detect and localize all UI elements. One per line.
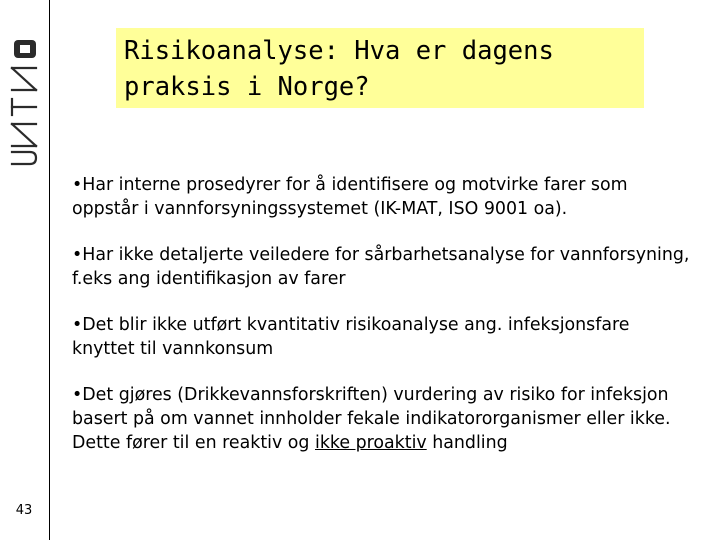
sidebar — [0, 0, 49, 540]
slide-title — [116, 28, 644, 108]
bullet-text-underlined: ikke proaktiv — [315, 433, 427, 453]
bullet-marker: • — [72, 175, 83, 195]
slide-title-line-2: praksis i Norge? — [124, 72, 370, 102]
bullet-text: Det blir ikke utført kvantitativ risikoanalyse ang. infeksjonsfare knyttet til vannkonsum — [72, 315, 630, 359]
bullet-item — [72, 243, 692, 291]
ntnu-logo — [6, 38, 42, 168]
bullet-marker: • — [72, 315, 83, 335]
bullet-text-end: handling — [426, 433, 508, 453]
slide-number: 43 — [15, 503, 33, 518]
bullet-text: Har ikke detaljerte veiledere for sårbarhetsanalyse for vannforsyning, f.eks ang identifikasjon av farer — [72, 245, 690, 289]
bullet-marker: • — [72, 385, 83, 405]
bullet-item — [72, 313, 692, 361]
bullet-item — [72, 173, 692, 221]
bullet-item — [72, 383, 692, 455]
bullet-list — [72, 173, 692, 455]
bullet-text: Har interne prosedyrer for å identifisere og motvirke farer som oppstår i vannforsyningssystemet (IK-MAT, ISO 9001 oa). — [72, 175, 628, 219]
bullet-marker: • — [72, 245, 83, 265]
slide-title-line-1: Risikoanalyse: Hva er dagens — [124, 36, 554, 66]
bullet-text: Det gjøres (Drikkevannsforskriften) vurdering av risiko for infeksjon basert på om vannet innholder fekale indikatororganismer eller ikke. Dette fører til en reaktiv og — [72, 385, 671, 453]
sidebar-divider — [49, 0, 50, 540]
